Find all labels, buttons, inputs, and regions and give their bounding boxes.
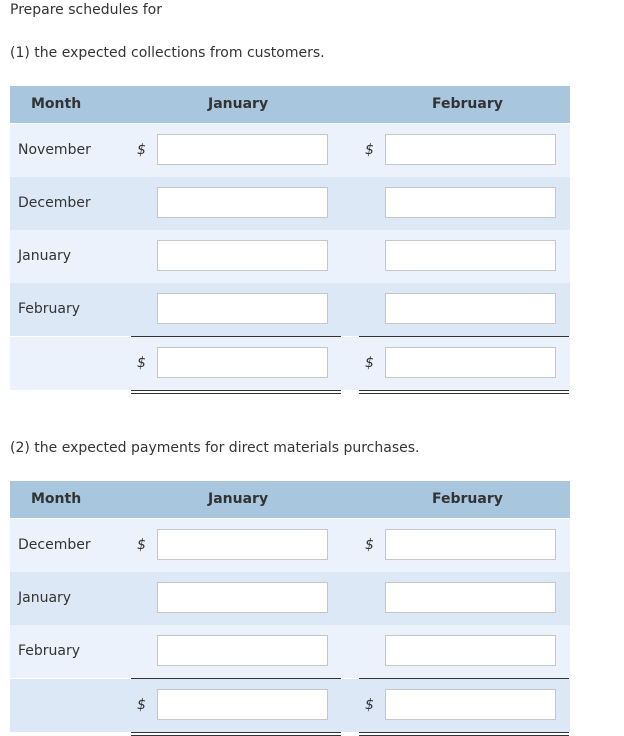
table-row	[10, 124, 570, 177]
row-label: November	[18, 142, 91, 158]
currency-symbol: $	[365, 355, 374, 371]
table-row	[10, 283, 570, 336]
table-header	[10, 481, 570, 518]
row-label: February	[18, 301, 81, 317]
table-row	[10, 625, 570, 678]
currency-symbol: $	[137, 142, 146, 158]
total-row	[10, 337, 570, 390]
row-label: December	[18, 537, 91, 553]
total-february-input[interactable]	[385, 347, 556, 378]
collections-table	[10, 86, 570, 392]
december-february-input[interactable]	[385, 529, 556, 560]
january-february-input[interactable]	[385, 240, 556, 271]
total-january-input[interactable]	[157, 347, 328, 378]
currency-symbol: $	[365, 537, 374, 553]
double-rule	[359, 390, 569, 391]
payments-table	[10, 481, 570, 736]
header-month: Month	[31, 491, 82, 507]
header-january: January	[208, 491, 269, 507]
table-row	[10, 572, 570, 625]
february-january-input[interactable]	[157, 635, 328, 666]
february-january-input[interactable]	[157, 293, 328, 324]
currency-symbol: $	[137, 537, 146, 553]
table-row	[10, 177, 570, 230]
row-label: January	[18, 248, 72, 264]
double-rule	[359, 732, 569, 733]
double-rule	[131, 390, 341, 391]
part2-heading: (2) the expected payments for direct materials purchases.	[10, 440, 420, 456]
row-label: February	[18, 643, 81, 659]
header-february: February	[432, 491, 503, 507]
part1-heading: (1) the expected collections from customers.	[10, 45, 325, 61]
total-february-input[interactable]	[385, 689, 556, 720]
currency-symbol: $	[365, 697, 374, 713]
january-january-input[interactable]	[157, 582, 328, 613]
december-january-input[interactable]	[157, 187, 328, 218]
row-label: December	[18, 195, 91, 211]
intro-text: Prepare schedules for	[10, 2, 162, 18]
table-header	[10, 86, 570, 123]
currency-symbol: $	[137, 697, 146, 713]
december-january-input[interactable]	[157, 529, 328, 560]
total-row	[10, 679, 570, 732]
double-rule	[131, 732, 341, 733]
row-label: January	[18, 590, 72, 606]
january-january-input[interactable]	[157, 240, 328, 271]
currency-symbol: $	[137, 355, 146, 371]
currency-symbol: $	[365, 142, 374, 158]
december-february-input[interactable]	[385, 187, 556, 218]
november-february-input[interactable]	[385, 134, 556, 165]
table-row	[10, 230, 570, 283]
january-february-input[interactable]	[385, 582, 556, 613]
november-january-input[interactable]	[157, 134, 328, 165]
double-rule	[359, 393, 569, 394]
total-january-input[interactable]	[157, 689, 328, 720]
header-month: Month	[31, 96, 82, 112]
february-february-input[interactable]	[385, 635, 556, 666]
header-january: January	[208, 96, 269, 112]
double-rule	[131, 393, 341, 394]
february-february-input[interactable]	[385, 293, 556, 324]
header-february: February	[432, 96, 503, 112]
table-row	[10, 519, 570, 572]
